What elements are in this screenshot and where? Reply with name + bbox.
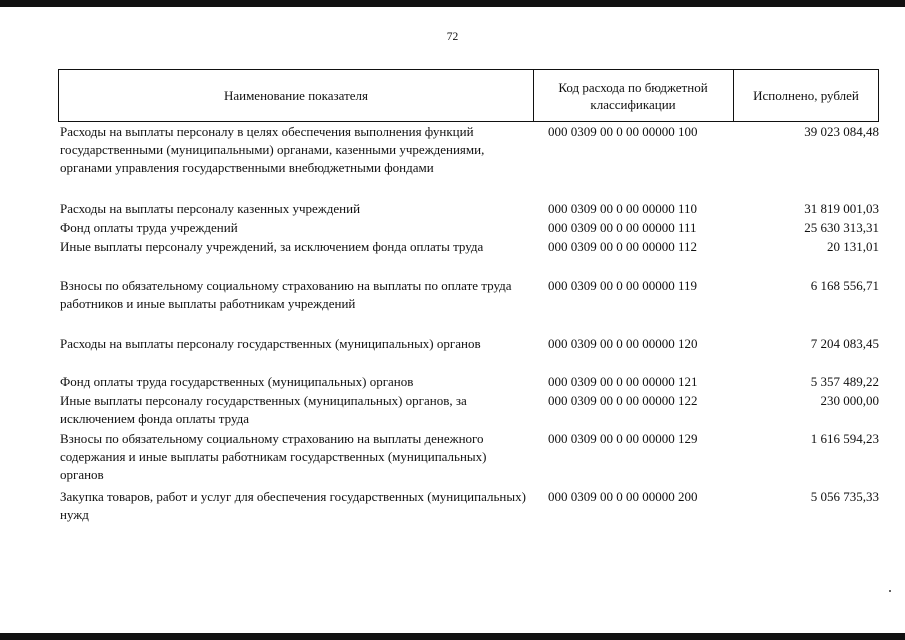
row-name: Иные выплаты персоналу государственных (муниципальных) органов, за исключением фонда оплаты труда — [60, 393, 467, 426]
row-name: Закупка товаров, работ и услуг для обеспечения государственных (муниципальных) нужд — [60, 489, 526, 522]
row-amount: 20 131,01 — [827, 239, 879, 254]
row-code: 000 0309 00 0 00 00000 121 — [548, 374, 698, 389]
row-code: 000 0309 00 0 00 00000 100 — [548, 124, 698, 139]
header-amount-column: Исполнено, рублей — [753, 88, 859, 103]
row-name: Расходы на выплаты персоналу в целях обеспечения выполнения функций государственными (муниципальными) органами, казенными учреждениями, органами управления государственными внебюджетными фондами — [60, 124, 485, 175]
row-code: 000 0309 00 0 00 00000 200 — [548, 489, 698, 504]
row-amount: 5 056 735,33 — [810, 489, 879, 504]
header-name-column: Наименование показателя — [59, 70, 534, 121]
row-code: 000 0309 00 0 00 00000 120 — [548, 336, 698, 351]
row-code: 000 0309 00 0 00 00000 119 — [548, 278, 698, 293]
row-name: Взносы по обязательному социальному страхованию на выплаты денежного содержания и иные выплаты работникам государственных (муниципальных) органов — [60, 431, 487, 482]
row-name: Расходы на выплаты персоналу государственных (муниципальных) органов — [60, 336, 481, 351]
row-amount: 5 357 489,22 — [810, 374, 879, 389]
row-code: 000 0309 00 0 00 00000 110 — [548, 201, 698, 216]
row-amount: 25 630 313,31 — [804, 220, 879, 235]
top-border — [0, 0, 905, 7]
row-name: Расходы на выплаты персоналу казенных учреждений — [60, 201, 361, 216]
row-code: 000 0309 00 0 00 00000 111 — [548, 220, 697, 235]
row-amount: 230 000,00 — [820, 393, 879, 408]
header-code-column: Код расхода по бюджетной классификации — [533, 70, 734, 121]
row-name: Фонд оплаты труда учреждений — [60, 220, 238, 235]
row-name: Иные выплаты персоналу учреждений, за исключением фонда оплаты труда — [60, 239, 484, 254]
row-amount: 7 204 083,45 — [810, 336, 879, 351]
row-amount: 6 168 556,71 — [810, 278, 879, 293]
row-name: Взносы по обязательному социальному страхованию на выплаты по оплате труда работников и иные выплаты работникам учреждений — [60, 278, 512, 311]
row-name: Фонд оплаты труда государственных (муниципальных) органов — [60, 374, 414, 389]
scan-speck — [889, 590, 891, 592]
row-code: 000 0309 00 0 00 00000 122 — [548, 393, 698, 408]
page-number: 72 — [446, 31, 459, 43]
table-header — [58, 69, 879, 122]
bottom-border — [0, 633, 905, 640]
row-code: 000 0309 00 0 00 00000 112 — [548, 239, 698, 254]
row-amount: 1 616 594,23 — [810, 431, 879, 446]
row-amount: 39 023 084,48 — [804, 124, 879, 139]
row-code: 000 0309 00 0 00 00000 129 — [548, 431, 698, 446]
row-amount: 31 819 001,03 — [804, 201, 879, 216]
